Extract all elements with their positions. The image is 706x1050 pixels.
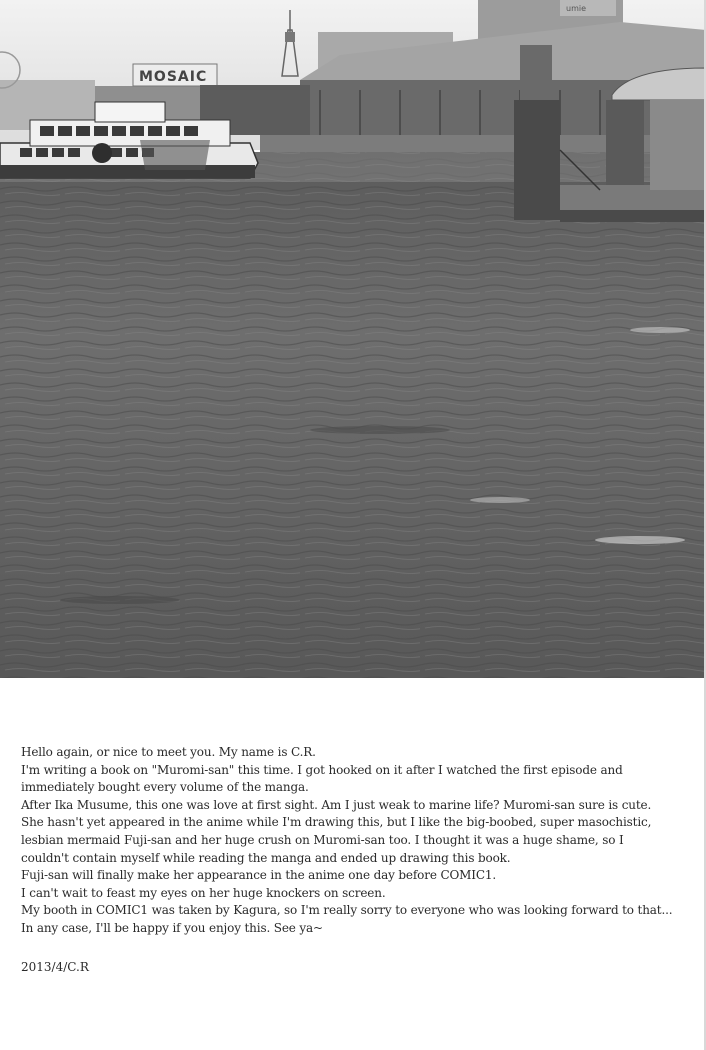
afterword-text xyxy=(21,744,701,938)
mosaic-sign: MOSAIC xyxy=(139,69,208,85)
afterword-line: Fuji-san will finally make her appearance in the anime one day before COMIC1. xyxy=(21,868,497,883)
afterword-line: In any case, I'll be happy if you enjoy this. See ya~ xyxy=(21,920,323,935)
umie-sign: umie xyxy=(566,4,587,13)
afterword-line: After Ika Musume, this one was love at first sight. Am I just weak to marine life? Muromi-san sure is cute. xyxy=(21,797,652,812)
afterword-line: My booth in COMIC1 was taken by Kagura, so I'm really sorry to everyone who was looking forward to that... xyxy=(21,903,673,918)
afterword-line: Hello again, or nice to meet you. My name is C.R. xyxy=(21,745,316,759)
afterword-line: I can't wait to feast my eyes on her huge knockers on screen. xyxy=(21,885,386,900)
afterword-line: immediately bought every volume of the manga. xyxy=(21,780,309,795)
afterword-line: couldn't contain myself while reading the manga and ended up drawing this book. xyxy=(21,850,511,865)
signature-date: 2013/4/C.R xyxy=(21,960,89,974)
afterword-line: lesbian mermaid Fuji-san and her huge crush on Muromi-san too. I thought it was a huge shame, so I xyxy=(21,832,624,847)
afterword-line: I'm writing a book on "Muromi-san" this time. I got hooked on it after I watched the first episode and xyxy=(21,762,623,777)
afterword-line: She hasn't yet appeared in the anime while I'm drawing this, but I like the big-boobed, super masochistic, xyxy=(21,815,652,830)
